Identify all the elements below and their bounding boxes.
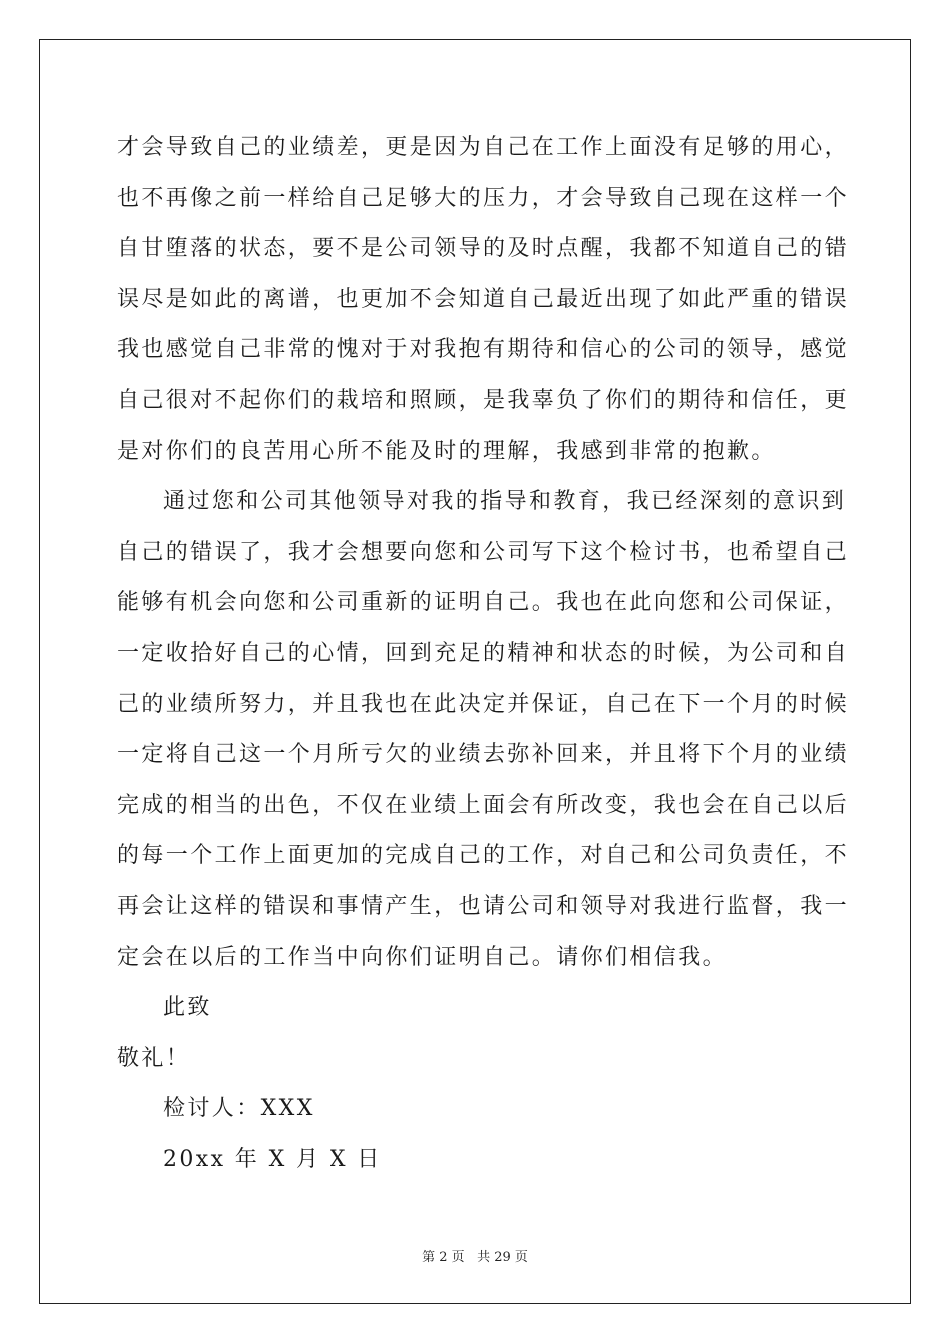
text-line: 己的业绩所努力，并且我也在此决定并保证，自己在下一个月的时候 bbox=[117, 691, 850, 717]
paragraph-1 bbox=[117, 128, 850, 482]
text-line: 自己的错误了，我才会想要向您和公司写下这个检讨书，也希望自己 bbox=[117, 539, 850, 565]
text-line: 自甘堕落的状态，要不是公司领导的及时点醒，我都不知道自己的错 bbox=[117, 236, 850, 262]
text-line: 再会让这样的错误和事情产生，也请公司和领导对我进行监督，我一 bbox=[117, 893, 850, 919]
text-line: 的每一个工作上面更加的完成自己的工作，对自己和公司负责任，不 bbox=[117, 843, 850, 869]
page-total: 共 29 页 bbox=[477, 1250, 528, 1265]
salutation: 敬礼！ bbox=[117, 1045, 191, 1071]
text-line: 通过您和公司其他领导对我的指导和教育，我已经深刻的意识到 bbox=[163, 489, 847, 515]
closing: 此致 bbox=[163, 995, 212, 1021]
text-line: 是对你们的良苦用心所不能及时的理解，我感到非常的抱歉。 bbox=[117, 438, 776, 464]
page-footer bbox=[0, 1246, 950, 1265]
paragraph-2 bbox=[117, 482, 850, 988]
date: 20xx 年 X 月 X 日 bbox=[163, 1146, 382, 1172]
text-line: 才会导致自己的业绩差，更是因为自己在工作上面没有足够的用心， bbox=[117, 135, 850, 160]
text-line: 完成的相当的出色，不仅在业绩上面会有所改变，我也会在自己以后 bbox=[117, 792, 850, 818]
text-line: 一定收拾好自己的心情，回到充足的精神和状态的时候，为公司和自 bbox=[117, 640, 850, 666]
text-line: 误尽是如此的离谱，也更加不会知道自己最近出现了如此严重的错误 bbox=[117, 286, 850, 312]
signer: 检讨人：XXX bbox=[163, 1096, 315, 1122]
document-body bbox=[117, 128, 850, 1190]
text-line: 也不再像之前一样给自己足够大的压力，才会导致自己现在这样一个 bbox=[117, 185, 850, 211]
text-line: 能够有机会向您和公司重新的证明自己。我也在此向您和公司保证， bbox=[117, 590, 850, 616]
text-line: 我也感觉自己非常的愧对于对我抱有期待和信心的公司的领导，感觉 bbox=[117, 337, 850, 363]
text-line: 一定将自己这一个月所亏欠的业绩去弥补回来，并且将下个月的业绩 bbox=[117, 742, 850, 768]
page-number: 第 2 页 bbox=[422, 1250, 465, 1265]
text-line: 定会在以后的工作当中向你们证明自己。请你们相信我。 bbox=[117, 944, 728, 970]
text-line: 自己很对不起你们的栽培和照顾，是我辜负了你们的期待和信任，更 bbox=[117, 387, 850, 413]
